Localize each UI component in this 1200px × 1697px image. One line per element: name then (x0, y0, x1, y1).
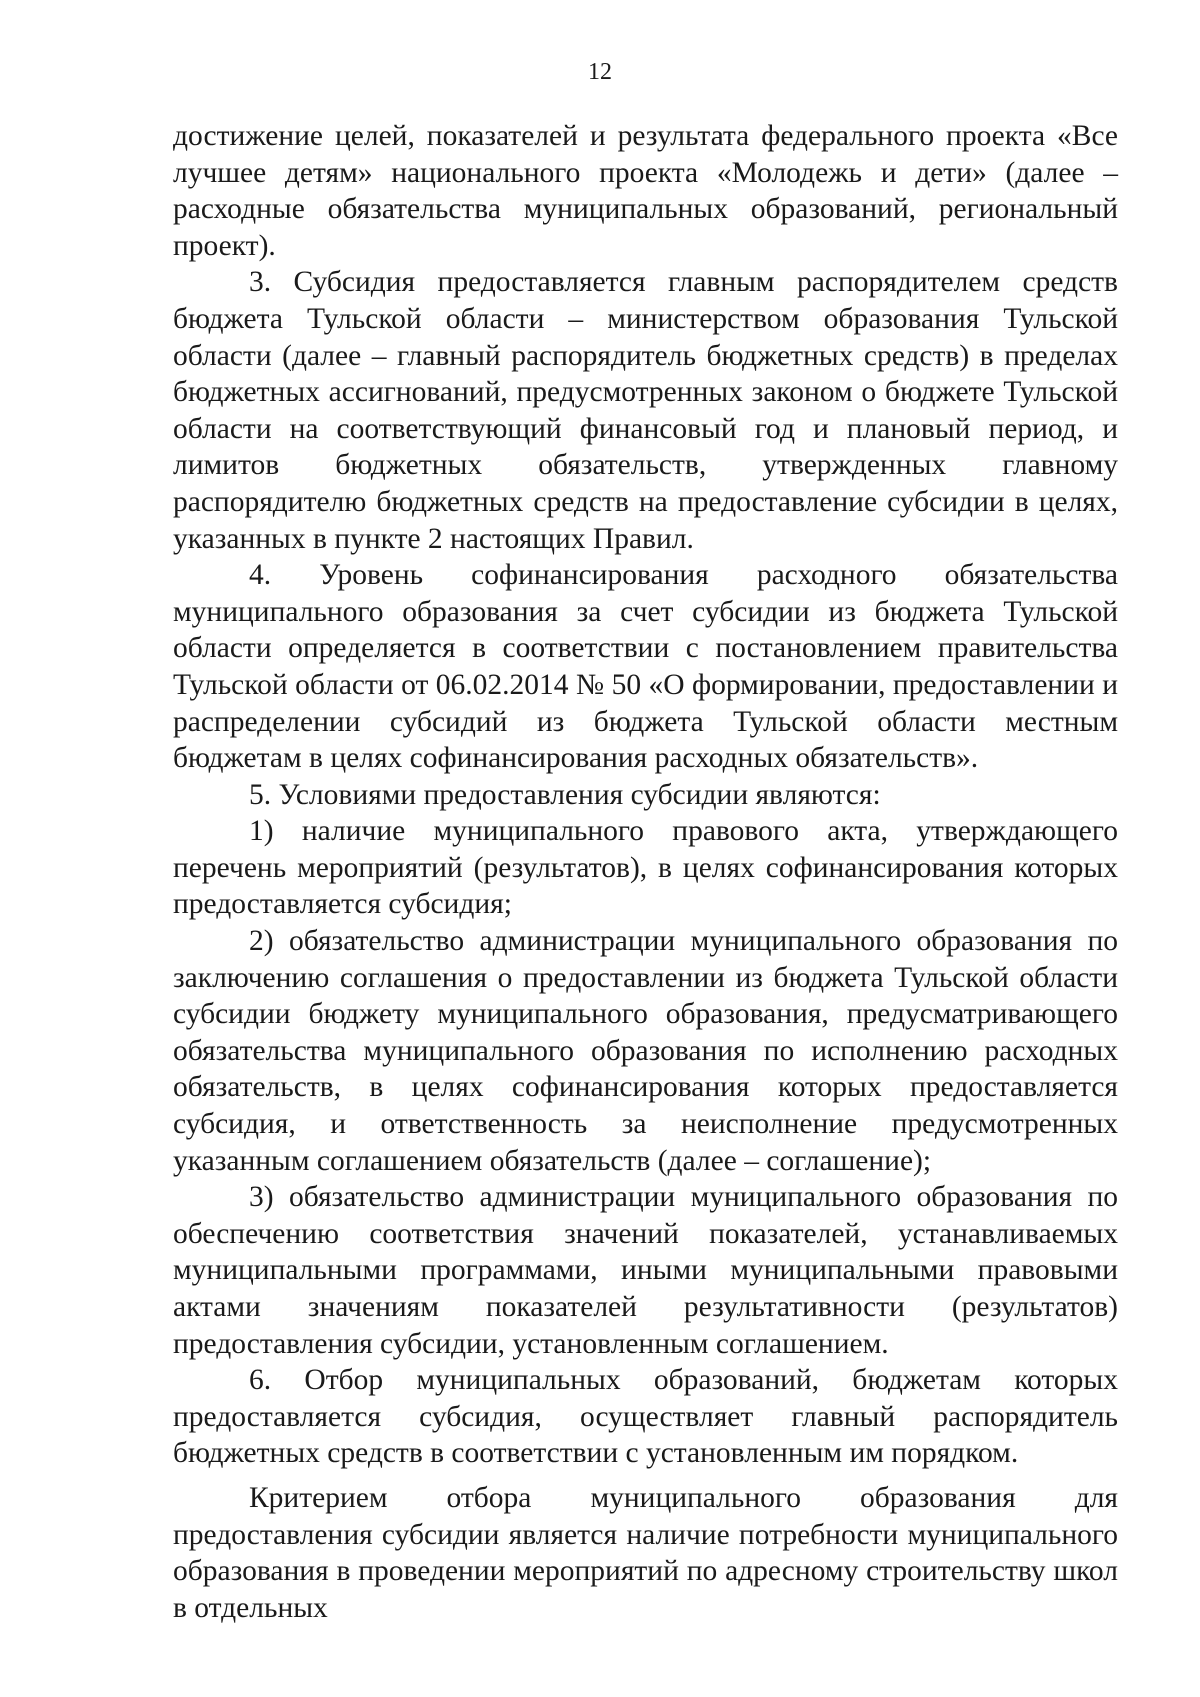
paragraph-continuation: достижение целей, показателей и результата федерального проекта «Все лучшее детям» национального проекта «Молодежь и дети» (далее – расходные обязательства муниципальных образований, региональный проект). (173, 120, 1118, 262)
page-number: 12 (588, 59, 612, 85)
paragraph-condition-3: 3) обязательство администрации муниципального образования по обеспечению соответствия значений показателей, устанавливаемых муниципальными программами, иными муниципальными правовыми актами значениям показателей результативности (результатов) предоставления субсидии, установленным соглашением. (173, 1181, 1118, 1360)
document-body (173, 118, 1118, 1626)
paragraph-condition-1: 1) наличие муниципального правового акта, утверждающего перечень мероприятий (результатов), в целях софинансирования которых предоставляется субсидия; (173, 815, 1118, 921)
paragraph-clause-4: 4. Уровень софинансирования расходного обязательства муниципального образования за счет субсидии из бюджета Тульской области определяется в соответствии с постановлением правительства Тульской области от 06.02.2014 № 50 «О формировании, предоставлении и распределении субсидий из бюджета Тульской области местным бюджетам в целях софинансирования расходных обязательств». (173, 559, 1118, 775)
paragraph-selection-criterion: Критерием отбора муниципального образования для предоставления субсидии является наличие потребности муниципального образования в проведении мероприятий по адресному строительству школ в отдельных (173, 1481, 1118, 1624)
paragraph-clause-5: 5. Условиями предоставления субсидии являются: (249, 778, 881, 811)
paragraph-condition-2: 2) обязательство администрации муниципального образования по заключению соглашения о предоставлении из бюджета Тульской области субсидии бюджету муниципального образования, предусматривающего обязательства муниципального образования по исполнению расходных обязательств, в целях софинансирования которых предоставляется субсидия, и ответственность за неисполнение предусмотренных указанным соглашением обязательств (далее – соглашение); (173, 925, 1118, 1177)
paragraph-clause-3: 3. Субсидия предоставляется главным распорядителем средств бюджета Тульской области – министерством образования Тульской области (далее – главный распорядитель бюджетных средств) в пределах бюджетных ассигнований, предусмотренных законом о бюджете Тульской области на соответствующий финансовый год и плановый период, и лимитов бюджетных обязательств, утвержденных главному распорядителю бюджетных средств на предоставление субсидии в целях, указанных в пункте 2 настоящих Правил. (173, 266, 1118, 555)
paragraph-clause-6: 6. Отбор муниципальных образований, бюджетам которых предоставляется субсидия, осуществляет главный распорядитель бюджетных средств в соответствии с установленным им порядком. (173, 1364, 1118, 1470)
